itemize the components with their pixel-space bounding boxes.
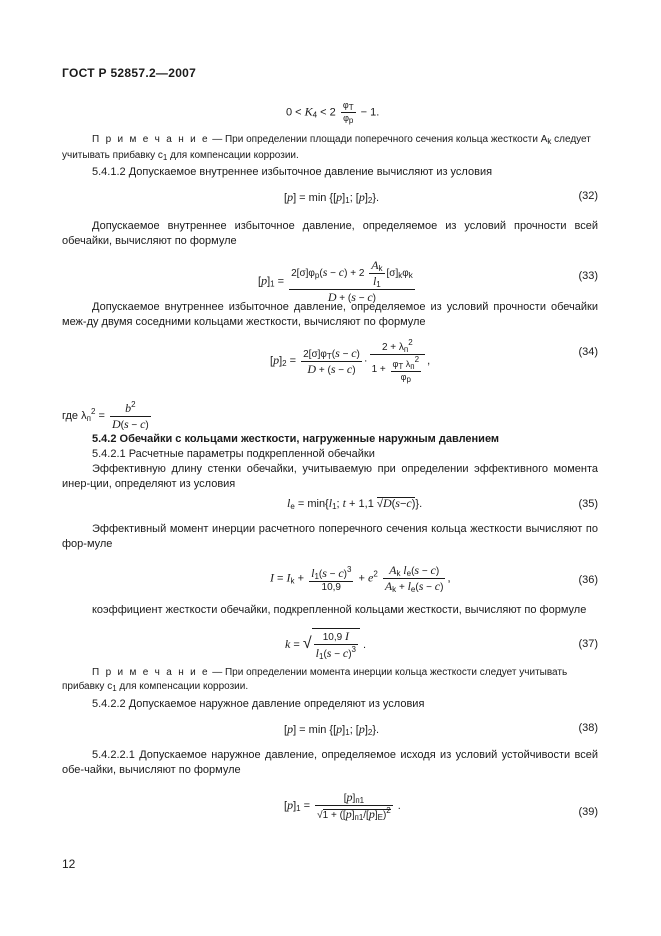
- equation-number-35: (35): [578, 498, 598, 510]
- formula-k4-condition: $0 < K_4 < 2$ $\frac{\varphi T}{\varphi p}$ − 1.: [286, 100, 380, 125]
- paragraph-37-intro: коэффициент жесткости обечайки, подкрепленной кольцами жесткости, вычисляют по формуле: [92, 604, 587, 616]
- formula-lambda-definition: где $\lambda_п^2$ = $\frac{b^2}{D(s - c)}$: [62, 400, 149, 431]
- formula-33: $[p]_1$ = $2[\sigma]\varphi_p(s - c) + 2$ $\frac{Ak}{l1}$ $[\sigma]_k\varphi_k$ D + (s − c): [258, 258, 413, 304]
- formula-32: $[p] = \min \{[p]_1$; $[p]_2$}.: [284, 190, 380, 205]
- formula-34: $[p]_2$ = $\frac{2[\sigma]\varphi_T(s - c)}{D + (s - c)}$ · $2 + \lambda_п^2$ 1 + $\frac{\text{φT λп2}}{\varphi p}$ ,: [270, 338, 431, 384]
- note-label: П р и м е ч а н и е: [92, 667, 210, 678]
- paragraph-54221: 5.4.2.2.1 Допускаемое наружное давление, определяемое исходя из условий устойчивости всей обе-чайки, вычисляют по формуле: [62, 749, 598, 776]
- paragraph-35-intro: Эффективную длину стенки обечайки, учитываемую при определении эффективного момента инер-ции, определяют из условия: [62, 463, 598, 490]
- note-2: П р и м е ч а н и е — При определении момента инерции кольца жесткости следует учитывать прибавку $c_1$ для компенсации коррозии.: [62, 667, 568, 693]
- equation-number-37: (37): [578, 638, 598, 650]
- paragraph-5412: 5.4.1.2 Допускаемое внутреннее избыточное давление вычисляют из условия: [92, 166, 493, 178]
- paragraph-5422: 5.4.2.2 Допускаемое наружное давление определяют из условия: [92, 698, 425, 710]
- equation-number-32: (32): [578, 190, 598, 202]
- paragraph-34-intro: Допускаемое внутреннее избыточное давление, определяемое из условий прочности обечайки меж-ду двумя соседними кольцами жесткости, вычисляют по формуле: [62, 301, 598, 328]
- equation-number-38: (38): [578, 722, 598, 734]
- note-label: П р и м е ч а н и е: [92, 134, 210, 145]
- equation-number-36: (36): [578, 574, 598, 586]
- paragraph-33-intro: Допускаемое внутреннее избыточное давление, определяемое из условий прочности всей обечайки, вычисляют по формуле: [62, 220, 598, 247]
- paragraph-5421: 5.4.2.1 Расчетные параметры подкрепленной обечайки: [92, 448, 375, 460]
- page-number: 12: [62, 857, 76, 871]
- equation-number-34: (34): [578, 346, 598, 358]
- equation-number-39: (39): [578, 806, 598, 818]
- formula-37: k = √ $\frac{10,9 I}{l_1(s - c)^3}$ .: [285, 629, 367, 661]
- formula-38: $[p] = \min \{[p]_1$; $[p]_2$}.: [284, 722, 380, 737]
- formula-35: $l_e = \min\{l_1$; t + 1,1 √D(s−c)}.: [287, 496, 423, 511]
- formula-36: $I = I_k$ + $\frac{l_1(s - c)^3}{10,9}$ + $e^2$ $\frac{A_k l_e(s - c)}{A_k + l_e(s - c)}$ ,: [270, 563, 451, 594]
- heading-542: 5.4.2 Обечайки с кольцами жесткости, нагруженные наружным давлением: [92, 433, 500, 445]
- document-header: ГОСТ Р 52857.2—2007: [62, 66, 197, 80]
- equation-number-33: (33): [578, 270, 598, 282]
- note-1: П р и м е ч а н и е — При определении площади поперечного сечения кольца жесткости $A_k$ следует учитывать прибавку $c_1$ для компенсации коррозии.: [62, 134, 591, 162]
- paragraph-36-intro: Эффективный момент инерции расчетного поперечного сечения кольца жесткости вычисляют по фор-муле: [62, 523, 598, 550]
- formula-39: $[p]_1$ = $\frac{[p]_{п1}}{√1 + ([p]_{п1}/[p]_E)^2}$ .: [284, 790, 401, 822]
